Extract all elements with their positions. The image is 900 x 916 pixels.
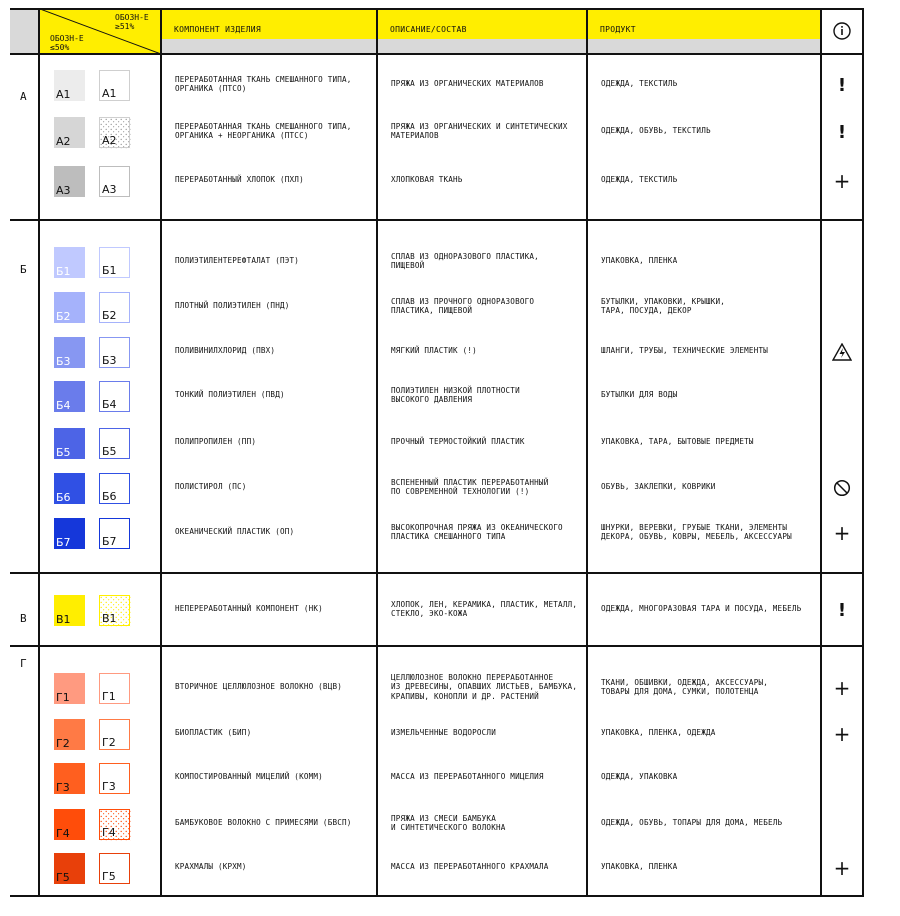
cell-product: БУТЫЛКИ ДЛЯ ВОДЫ — [601, 390, 678, 400]
swatch-outline — [99, 809, 130, 840]
info-circle-icon[interactable] — [832, 21, 852, 41]
cell-product: ШНУРКИ, ВЕРЕВКИ, ГРУБЫЕ ТКАНИ, ЭЛЕМЕНТЫ ДЕКОРА, ОБУВЬ, КОВРЫ, МЕБЕЛЬ, АКСЕССУАРЫ — [601, 522, 792, 541]
group-letter-g: Г — [20, 657, 27, 670]
swatch-outline — [99, 428, 130, 459]
cell-product: ШЛАНГИ, ТРУБЫ, ТЕХНИЧЕСКИЕ ЭЛЕМЕНТЫ — [601, 346, 769, 356]
swatch-outline — [99, 518, 130, 549]
swatch-code-filled: Б6 — [56, 491, 71, 504]
swatch-code-filled: Г1 — [56, 691, 70, 704]
swatch-outline — [99, 337, 130, 368]
header-designation-bottom: ОБОЗН-Е ≤50% — [50, 34, 84, 52]
swatch-outline — [99, 166, 130, 197]
group-letter-a: А — [20, 90, 27, 103]
cell-description: ПРОЧНЫЙ ТЕРМОСТОЙКИЙ ПЛАСТИК — [391, 437, 525, 447]
cell-component: ТОНКИЙ ПОЛИЭТИЛЕН (ПВД) — [175, 390, 285, 400]
header-component: КОМПОНЕНТ ИЗДЕЛИЯ — [174, 25, 261, 34]
cell-description: ЦЕЛЛЮЛОЗНОЕ ВОЛОКНО ПЕРЕРАБОТАННОЕ ИЗ ДРЕВЕСИНЫ, ОПАВШИХ ЛИСТЬЕВ, БАМБУКА, КРАПИВЫ, КОНОПЛИ И ДР. РАСТЕНИЙ — [391, 672, 578, 701]
swatch-outline — [99, 473, 130, 504]
swatch-code-filled: Г3 — [56, 781, 70, 794]
swatch-filled — [54, 595, 85, 626]
cell-product: ОДЕЖДА, ТЕКСТИЛЬ — [601, 175, 678, 185]
grid-line-group-b-bottom — [10, 572, 864, 574]
swatch-filled — [54, 428, 85, 459]
swatch-code-filled: Г5 — [56, 871, 70, 884]
grid-col-component-left — [160, 8, 162, 897]
cell-description: ПРЯЖА ИЗ ОРГАНИЧЕСКИХ И СИНТЕТИЧЕСКИХ МАТЕРИАЛОВ — [391, 121, 568, 140]
swatch-outline — [99, 117, 130, 148]
cell-component: ПОЛИВИНИЛХЛОРИД (ПВХ) — [175, 346, 276, 356]
swatch-filled — [54, 853, 85, 884]
swatch-filled — [54, 719, 85, 750]
swatch-filled — [54, 337, 85, 368]
grid-col-letter-left — [38, 8, 40, 897]
header-yellow-band — [161, 9, 821, 39]
swatch-outline — [99, 763, 130, 794]
cell-description: ПРЯЖА ИЗ ОРГАНИЧЕСКИХ МАТЕРИАЛОВ — [391, 79, 544, 89]
cell-description: ВСПЕНЕННЫЙ ПЛАСТИК ПЕРЕРАБОТАННЫЙ ПО СОВРЕМЕННОЙ ТЕХНОЛОГИИ (!) — [391, 477, 549, 496]
hazard-icon — [820, 341, 864, 363]
cell-description: МАССА ИЗ ПЕРЕРАБОТАННОГО МИЦЕЛИЯ — [391, 772, 544, 782]
header-grey-band — [161, 39, 821, 54]
cell-component: ПЕРЕРАБОТАННАЯ ТКАНЬ СМЕШАННОГО ТИПА, ОРГАНИКА + НЕОРГАНИКА (ПТСС) — [175, 121, 352, 140]
swatch-code-filled: Б5 — [56, 446, 71, 459]
cell-description: ПОЛИЭТИЛЕН НИЗКОЙ ПЛОТНОСТИ ВЫСОКОГО ДАВЛЕНИЯ — [391, 385, 520, 404]
swatch-filled — [54, 166, 85, 197]
swatch-code-filled: Б7 — [56, 536, 71, 549]
cell-product: ОДЕЖДА, УПАКОВКА — [601, 772, 678, 782]
header-designation-top: ОБОЗН-Е ≥51% — [115, 13, 149, 31]
swatch-code-filled: В1 — [56, 613, 71, 626]
warning-icon: ! — [837, 121, 847, 143]
cell-component: ВТОРИЧНОЕ ЦЕЛЛЮЛОЗНОЕ ВОЛОКНО (ВЦВ) — [175, 682, 343, 692]
grid-line-group-a-bottom — [10, 219, 864, 221]
swatch-code-outline: В1 — [102, 612, 117, 625]
grid-col-description-left — [376, 8, 378, 897]
swatch-outline — [99, 673, 130, 704]
swatch-code-filled: Б1 — [56, 265, 71, 278]
swatch-outline — [99, 381, 130, 412]
cell-description: ПРЯЖА ИЗ СМЕСИ БАМБУКА И СИНТЕТИЧЕСКОГО ВОЛОКНА — [391, 813, 506, 832]
cell-product: ТКАНИ, ОБШИВКИ, ОДЕЖДА, АКСЕССУАРЫ, ТОВАРЫ ДЛЯ ДОМА, СУМКИ, ПОЛОТЕНЦА — [601, 677, 769, 696]
swatch-code-filled: А3 — [56, 184, 71, 197]
swatch-code-filled: А1 — [56, 88, 71, 101]
cell-component: ОКЕАНИЧЕСКИЙ ПЛАСТИК (ОП) — [175, 527, 295, 537]
cell-description: ХЛОПОК, ЛЕН, КЕРАМИКА, ПЛАСТИК, МЕТАЛЛ, СТЕКЛО, ЭКО-КОЖА — [391, 599, 578, 618]
swatch-code-outline: А1 — [102, 87, 117, 100]
cell-product: ОДЕЖДА, ТЕКСТИЛЬ — [601, 79, 678, 89]
swatch-outline — [99, 595, 130, 626]
plus-icon: + — [833, 856, 851, 880]
swatch-filled — [54, 473, 85, 504]
cell-component: ПЕРЕРАБОТАННАЯ ТКАНЬ СМЕШАННОГО ТИПА, ОРГАНИКА (ПТСО) — [175, 74, 352, 93]
grid-line-top — [10, 8, 864, 10]
swatch-filled — [54, 673, 85, 704]
swatch-code-outline: Б7 — [102, 535, 117, 548]
cell-description: СПЛАВ ИЗ ОДНОРАЗОВОГО ПЛАСТИКА, ПИЩЕВОЙ — [391, 251, 539, 270]
prohibited-icon — [820, 477, 864, 499]
cell-product: УПАКОВКА, ПЛЕНКА — [601, 256, 678, 266]
swatch-code-outline: Б1 — [102, 264, 117, 277]
cell-product: ОБУВЬ, ЗАКЛЕПКИ, КОВРИКИ — [601, 482, 716, 492]
header-code-cell — [10, 9, 39, 54]
grid-col-product-left — [586, 8, 588, 897]
swatch-code-outline: А2 — [102, 134, 117, 147]
swatch-code-filled: Б4 — [56, 399, 71, 412]
cell-product: УПАКОВКА, ПЛЕНКА, ОДЕЖДА — [601, 728, 716, 738]
group-letter-v: В — [20, 612, 27, 625]
plus-icon: + — [833, 169, 851, 193]
header-description: ОПИСАНИЕ/СОСТАВ — [390, 25, 467, 34]
cell-product: ОДЕЖДА, ОБУВЬ, ТОПАРЫ ДЛЯ ДОМА, МЕБЕЛЬ — [601, 818, 783, 828]
swatch-filled — [54, 117, 85, 148]
swatch-code-filled: Б2 — [56, 310, 71, 323]
cell-description: ХЛОПКОВАЯ ТКАНЬ — [391, 175, 463, 185]
swatch-code-outline: Б2 — [102, 309, 117, 322]
swatch-code-outline: Г5 — [102, 870, 116, 883]
cell-component: ПОЛИПРОПИЛЕН (ПП) — [175, 437, 257, 447]
swatch-code-filled: А2 — [56, 135, 71, 148]
swatch-filled — [54, 763, 85, 794]
swatch-code-outline: Г3 — [102, 780, 116, 793]
swatch-filled — [54, 247, 85, 278]
cell-description: СПЛАВ ИЗ ПРОЧНОГО ОДНОРАЗОВОГО ПЛАСТИКА, ПИЩЕВОЙ — [391, 296, 535, 315]
cell-product: ОДЕЖДА, МНОГОРАЗОВАЯ ТАРА И ПОСУДА, МЕБЕЛЬ — [601, 604, 802, 614]
cell-description: ИЗМЕЛЬЧЕННЫЕ ВОДОРОСЛИ — [391, 728, 496, 738]
swatch-filled — [54, 70, 85, 101]
grid-line-group-v-bottom — [10, 645, 864, 647]
cell-component: БАМБУКОВОЕ ВОЛОКНО С ПРИМЕСЯМИ (БВСП) — [175, 818, 352, 828]
swatch-code-outline: Г2 — [102, 736, 116, 749]
cell-component: ПЛОТНЫЙ ПОЛИЭТИЛЕН (ПНД) — [175, 301, 290, 311]
cell-product: ОДЕЖДА, ОБУВЬ, ТЕКСТИЛЬ — [601, 126, 711, 136]
swatch-code-filled: Б3 — [56, 355, 71, 368]
swatch-filled — [54, 292, 85, 323]
swatch-code-outline: А3 — [102, 183, 117, 196]
swatch-code-filled: Г4 — [56, 827, 70, 840]
plus-icon: + — [833, 676, 851, 700]
swatch-outline — [99, 719, 130, 750]
swatch-code-outline: Б4 — [102, 398, 117, 411]
warning-icon: ! — [837, 599, 847, 621]
warning-icon: ! — [837, 74, 847, 96]
cell-component: КОМПОСТИРОВАННЫЙ МИЦЕЛИЙ (КОММ) — [175, 772, 323, 782]
swatch-outline — [99, 292, 130, 323]
cell-description: ВЫСОКОПРОЧНАЯ ПРЯЖА ИЗ ОКЕАНИЧЕСКОГО ПЛАСТИКА СМЕШАННОГО ТИПА — [391, 522, 563, 541]
cell-component: ПОЛИЭТИЛЕНТЕРЕФТАЛАТ (ПЭТ) — [175, 256, 300, 266]
cell-component: БИОПЛАСТИК (БИП) — [175, 728, 252, 738]
group-letter-b: Б — [20, 263, 27, 276]
swatch-code-outline: Г1 — [102, 690, 116, 703]
cell-component: ПЕРЕРАБОТАННЫЙ ХЛОПОК (ПХЛ) — [175, 175, 304, 185]
swatch-outline — [99, 853, 130, 884]
cell-component: КРАХМАЛЫ (КРХМ) — [175, 862, 247, 872]
swatch-code-outline: Б6 — [102, 490, 117, 503]
swatch-code-outline: Б3 — [102, 354, 117, 367]
swatch-code-outline: Г4 — [102, 826, 116, 839]
cell-description: МЯГКИЙ ПЛАСТИК (!) — [391, 346, 477, 356]
grid-line-bottom — [10, 895, 864, 897]
swatch-filled — [54, 518, 85, 549]
swatch-filled — [54, 381, 85, 412]
swatch-code-filled: Г2 — [56, 737, 70, 750]
grid-line-header-bottom — [10, 53, 864, 55]
header-product: ПРОДУКТ — [600, 25, 636, 34]
plus-icon: + — [833, 722, 851, 746]
cell-product: БУТЫЛКИ, УПАКОВКИ, КРЫШКИ, ТАРА, ПОСУДА, ДЕКОР — [601, 296, 726, 315]
cell-component: НЕПЕРЕРАБОТАННЫЙ КОМПОНЕНТ (НК) — [175, 604, 323, 614]
swatch-outline — [99, 70, 130, 101]
cell-component: ПОЛИСТИРОЛ (ПС) — [175, 482, 247, 492]
swatch-code-outline: Б5 — [102, 445, 117, 458]
swatch-filled — [54, 809, 85, 840]
cell-product: УПАКОВКА, ПЛЕНКА — [601, 862, 678, 872]
swatch-outline — [99, 247, 130, 278]
cell-description: МАССА ИЗ ПЕРЕРАБОТАННОГО КРАХМАЛА — [391, 862, 549, 872]
cell-product: УПАКОВКА, ТАРА, БЫТОВЫЕ ПРЕДМЕТЫ — [601, 437, 754, 447]
plus-icon: + — [833, 521, 851, 545]
